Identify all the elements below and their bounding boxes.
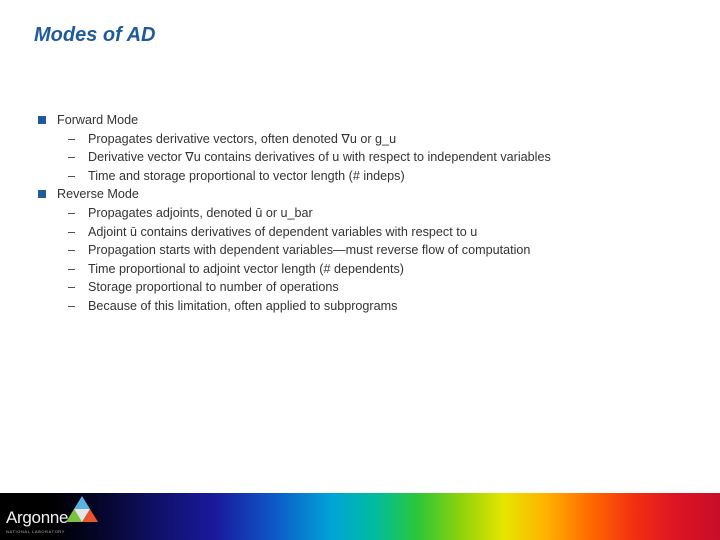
sub-bullet-item bbox=[38, 297, 698, 316]
sub-bullet-text: Time and storage proportional to vector length (# indeps) bbox=[88, 168, 405, 183]
sub-bullet-item bbox=[38, 204, 698, 223]
dash-icon: – bbox=[68, 168, 76, 183]
sub-bullet-item bbox=[38, 260, 698, 279]
sub-bullet-item bbox=[38, 167, 698, 186]
bullet-item-reverse-mode bbox=[38, 185, 698, 204]
argonne-logo bbox=[0, 493, 110, 540]
sub-bullet-item bbox=[38, 223, 698, 242]
logo-subtext: NATIONAL LABORATORY bbox=[6, 529, 65, 534]
logo-wordmark: Argonne bbox=[6, 508, 69, 527]
sub-bullet-item bbox=[38, 278, 698, 297]
square-bullet-icon bbox=[38, 116, 46, 124]
sub-bullet-text: Storage proportional to number of operations bbox=[88, 280, 339, 295]
sub-bullet-text: Propagation starts with dependent variables—must reverse flow of computation bbox=[88, 243, 531, 258]
dash-icon: – bbox=[68, 243, 76, 258]
square-bullet-icon bbox=[38, 190, 46, 198]
dash-icon: – bbox=[68, 224, 76, 239]
dash-icon: – bbox=[68, 280, 76, 295]
slide-title: Modes of AD bbox=[34, 24, 156, 46]
argonne-triangle-logo-icon bbox=[65, 494, 99, 524]
dash-icon: – bbox=[68, 205, 76, 220]
bullet-label: Reverse Mode bbox=[57, 187, 139, 202]
dash-icon: – bbox=[68, 150, 76, 165]
dash-icon: – bbox=[68, 131, 76, 146]
sub-bullet-item bbox=[38, 241, 698, 260]
bullet-item-forward-mode bbox=[38, 111, 698, 130]
sub-bullet-text: Adjoint ū contains derivatives of dependent variables with respect to u bbox=[88, 224, 478, 239]
dash-icon: – bbox=[68, 261, 76, 276]
bullet-list bbox=[38, 111, 698, 316]
sub-bullet-text: Derivative vector ∇u contains derivatives of u with respect to independent variables bbox=[88, 150, 551, 165]
dash-icon: – bbox=[68, 298, 76, 313]
sub-bullet-text: Because of this limitation, often applied to subprograms bbox=[88, 298, 398, 313]
bullet-label: Forward Mode bbox=[57, 113, 139, 127]
sub-bullet-text: Time proportional to adjoint vector length (# dependents) bbox=[88, 261, 404, 276]
sub-bullet-item bbox=[38, 148, 698, 167]
sub-bullet-text: Propagates derivative vectors, often denoted ∇u or g_u bbox=[88, 131, 397, 146]
footer-gradient-bar bbox=[0, 493, 720, 540]
sub-bullet-text: Propagates adjoints, denoted ū or u_bar bbox=[88, 205, 313, 220]
sub-bullet-item bbox=[38, 130, 698, 149]
